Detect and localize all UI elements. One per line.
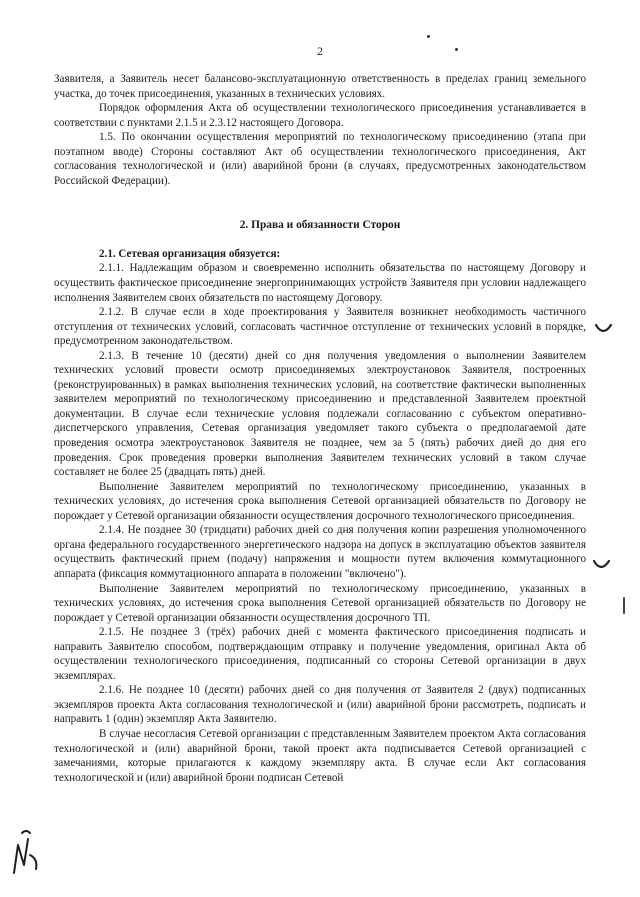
- page-number: 2: [317, 44, 323, 58]
- paragraph-continuation: Заявителя, а Заявитель несет балансово-эксплуатационную ответственность в пределах границ земельного участка, до точек присоединения, указанных в технических условиях.: [54, 73, 586, 100]
- section-heading-rights-obligations: 2. Права и обязанности Сторон: [239, 219, 401, 232]
- clause-2-1-6: 2.1.6. Не позднее 10 (десяти) рабочих дней со дня получения от Заявителя 2 (двух) подписанных экземпляров проекта Акта согласования технологической и (или) аварийной брони рассмотреть, подписать и направить 1 (один) экземпляр Акта Заявителю.: [54, 684, 586, 726]
- subsection-heading-2-1: 2.1. Сетевая организация обязуется:: [99, 247, 281, 260]
- paragraph-disagreement: В случае несогласия Сетевой организации с представленным Заявителем проектом Акта согласования технологической и (или) аварийной брони, такой проект акта подписывается Сетевой организацией с замечаниями, которые прилагаются к каждому экземпляру акта. В случае если Акт согласования технологической и (или) аварийной брони подписан Сетевой: [54, 727, 586, 784]
- paragraph-act-procedure: Порядок оформления Акта об осуществлении технологического присоединения устанавливается в соответствии с пунктами 2.1.5 и 2.3.12 настоящего Договора.: [54, 102, 586, 129]
- paragraph-1-5: 1.5. По окончании осуществления мероприятий по технологическому присоединению (этапа при поэтапном вводе) Стороны составляют Акт об осуществлении технологического присоединения, Акт согласования технологической и (или) аварийной брони (в случаях, предусмотренных законодательством Российской Федерации).: [54, 131, 586, 187]
- document-body: [54, 72, 586, 785]
- paragraph-early-connection-1: Выполнение Заявителем мероприятий по технологическому присоединению, указанных в технических условиях, до истечения срока выполнения Сетевой организацией обязательств по Договору не порождает у Сетевой организации обязанности осуществления досрочного технологического присоединения.: [54, 480, 586, 522]
- clause-2-1-5: 2.1.5. Не позднее 3 (трёх) рабочих дней с момента фактического присоединения подписать и направить Заявителю способом, подтверждающим отправку и получение уведомления, оригинал Акта об осуществлении технологического присоединения, подписанный со стороны Сетевой организации в двух экземплярах.: [54, 626, 586, 682]
- handwritten-initials: [8, 825, 44, 881]
- clause-2-1-1: 2.1.1. Надлежащим образом и своевременно исполнить обязательства по настоящему Договору и осуществить фактическое присоединение энергопринимающих устройств Заявителя при условии надлежащего исполнения Заявителем своих обязательств по настоящему Договору.: [54, 262, 586, 304]
- clause-2-1-2: 2.1.2. В случае если в ходе проектирования у Заявителя возникнет необходимость частичного отступления от технических условий, согласовать частичное отступление от технических условий в порядке, предусмотренном законодательством.: [54, 306, 586, 348]
- paragraph-early-connection-2: Выполнение Заявителем мероприятий по технологическому присоединению, указанных в технических условиях, до истечения срока выполнения Сетевой организацией обязательств по Договору не порождает у Сетевой организации обязанности осуществления досрочного ТП.: [54, 582, 586, 624]
- clause-2-1-4: 2.1.4. Не позднее 30 (тридцати) рабочих дней со дня получения копии разрешения уполномоченного органа федерального государственного энергетического надзора на допуск в эксплуатацию объектов заявителя осуществить фактический прием (подачу) напряжения и мощности путем включения коммутационного аппарата (фиксация коммутационного аппарата в положении "включено").: [54, 524, 586, 580]
- margin-edge-mark: [620, 596, 628, 616]
- margin-tick-mark: [592, 558, 612, 574]
- clause-2-1-3: 2.1.3. В течение 10 (десяти) дней со дня получения уведомления о выполнении Заявителем технических условий провести осмотр присоединяемых электроустановок Заявителя, построенных (реконструированных) в рамках выполнения технических условий, на соответствие фактически выполненных заявителем мероприятий по технологическому присоединению и представленной Заявителем проектной документации. В случае если технические условия подлежали согласованию с субъектом оперативно-диспетчерского управления, Сетевая организация уведомляет такого субъекта о предполагаемой дате проведения осмотра электроустановок Заявителя не позднее, чем за 5 (пять) рабочих дней до дня его проведения. Срок проведения проверки выполнения Заявителем технических условий в таком случае составляет не более 25 (двадцать пять) дней.: [54, 349, 586, 479]
- margin-tick-mark: [594, 322, 614, 338]
